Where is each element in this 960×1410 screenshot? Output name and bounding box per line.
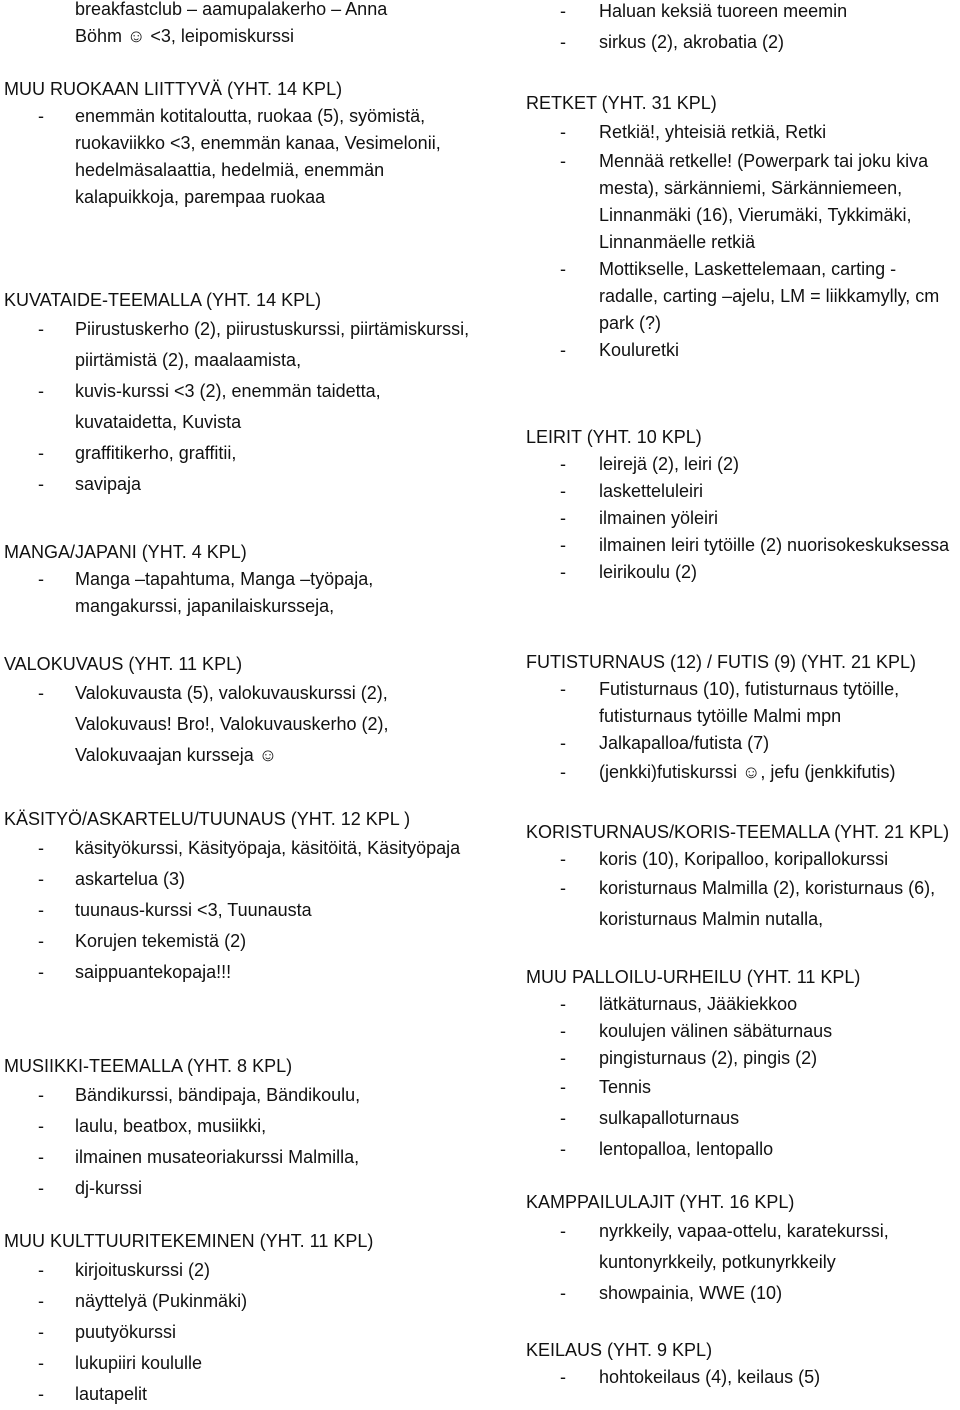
list-item: - kirjoituskurssi (2): [4, 1255, 474, 1286]
list-item: - koristurnaus Malmilla (2), koristurnaus (6), koristurnaus Malmin nutalla,: [526, 873, 960, 935]
list-item: - lukupiiri koululle: [4, 1348, 474, 1379]
item-list: [526, 991, 960, 1165]
list-item: - Manga –tapahtuma, Manga –työpaja, mangakurssi, japanilaiskursseja,: [4, 566, 474, 620]
list-item: - enemmän kotitaloutta, ruokaa (5), syömistä, ruokaviikko <3, enemmän kanaa, Vesimelonii, hedelmäsalaattia, hedelmiä, enemmän kalapuikkoja, parempaa ruokaa: [4, 103, 474, 211]
list-item: - näyttelyä (Pukinmäki): [4, 1286, 474, 1317]
section-kulttuuri: [4, 1228, 474, 1410]
section-heading: VALOKUVAUS (YHT. 11 KPL): [4, 654, 243, 674]
item-list: [526, 1216, 960, 1309]
list-item: - (jenkki)futiskurssi ☺, jefu (jenkkifutis): [526, 757, 960, 788]
section-manga: [4, 539, 474, 620]
section-kuvataide: [4, 287, 474, 500]
list-item: - nyrkkeily, vapaa-ottelu, karatekurssi, kuntonyrkkeily, potkunyrkkeily: [526, 1216, 960, 1278]
item-list: [4, 678, 474, 771]
section-heading: KUVATAIDE-TEEMALLA (YHT. 14 KPL): [4, 290, 322, 310]
section-musiikki: [4, 1053, 474, 1204]
item-list: [4, 1255, 474, 1410]
list-item: - Tennis: [526, 1072, 960, 1103]
item-list: [4, 833, 474, 988]
section-heading: LEIRIT (YHT. 10 KPL): [526, 427, 702, 447]
list-item: - lentopalloa, lentopallo: [526, 1134, 960, 1165]
item-list: [4, 314, 474, 500]
section-heading: MUSIIKKI-TEEMALLA (YHT. 8 KPL): [4, 1056, 293, 1076]
section-heading: KAMPPAILULAJIT (YHT. 16 KPL): [526, 1192, 795, 1212]
item-list: [4, 103, 474, 211]
list-item: - showpainia, WWE (10): [526, 1278, 960, 1309]
list-item: - hohtokeilaus (4), keilaus (5): [526, 1364, 960, 1391]
list-item: - kuvis-kurssi <3 (2), enemmän taidetta, kuvataidetta, Kuvista: [4, 376, 474, 438]
list-item: - Futisturnaus (10), futisturnaus tytöille, futisturnaus tytöille Malmi mpn: [526, 676, 960, 730]
list-item: - lätkäturnaus, Jääkiekkoo: [526, 991, 960, 1018]
list-item: - leirejä (2), leiri (2): [526, 451, 960, 478]
section-heading: MANGA/JAPANI (YHT. 4 KPL): [4, 542, 247, 562]
list-item: - sulkapalloturnaus: [526, 1103, 960, 1134]
list-item: - Haluan keksiä tuoreen meemin: [526, 0, 960, 27]
list-item: - pingisturnaus (2), pingis (2): [526, 1045, 960, 1072]
list-item: - puutyökurssi: [4, 1317, 474, 1348]
list-item: - dj-kurssi: [4, 1173, 474, 1204]
list-item: - ilmainen musateoriakurssi Malmilla,: [4, 1142, 474, 1173]
list-item: - Kouluretki: [526, 337, 960, 364]
section-kasityo: [4, 806, 474, 988]
list-item: - leirikoulu (2): [526, 559, 960, 586]
list-item: - Mottikselle, Laskettelemaan, carting - radalle, carting –ajelu, LM = liikkamylly, cm park (?): [526, 256, 960, 337]
item-list: [526, 1364, 960, 1391]
item-list: [526, 0, 960, 58]
section-retket: [526, 90, 960, 364]
section-leirit: [526, 424, 960, 586]
list-item: - koris (10), Koripalloo, koripallokurssi: [526, 846, 960, 873]
list-item: - tuunaus-kurssi <3, Tuunausta: [4, 895, 474, 926]
list-item: - graffitikerho, graffitii,: [4, 438, 474, 469]
section-heading: RETKET (YHT. 31 KPL): [526, 93, 717, 113]
list-item: - Korujen tekemistä (2): [4, 926, 474, 957]
section-futis: [526, 649, 960, 788]
list-item: - lautapelit: [4, 1379, 474, 1410]
list-item: - koulujen välinen säbäturnaus: [526, 1018, 960, 1045]
section-kamppailu: [526, 1189, 960, 1309]
item-list: [526, 451, 960, 586]
list-item: - Valokuvausta (5), valokuvauskurssi (2), Valokuvaus! Bro!, Valokuvauskerho (2), Valokuvaajan kursseja ☺: [4, 678, 474, 771]
list-item: - Jalkapalloa/futista (7): [526, 730, 960, 757]
section-heading: MUU KULTTUURITEKEMINEN (YHT. 11 KPL): [4, 1231, 374, 1251]
item-list: [526, 676, 960, 788]
list-item: - ilmainen yöleiri: [526, 505, 960, 532]
list-item: - Piirustuskerho (2), piirustuskurssi, piirtämiskurssi, piirtämistä (2), maalaamista,: [4, 314, 474, 376]
item-list: [4, 1080, 474, 1204]
list-item: - ilmainen leiri tytöille (2) nuorisokeskuksessa: [526, 532, 960, 559]
intro-line: Böhm ☺ <3, leipomiskurssi: [75, 26, 294, 46]
list-item: - Bändikurssi, bändipaja, Bändikoulu,: [4, 1080, 474, 1111]
list-item: - askartelua (3): [4, 864, 474, 895]
item-list: [526, 117, 960, 364]
section-heading: MUU RUOKAAN LIITTYVÄ (YHT. 14 KPL): [4, 79, 343, 99]
list-item: - saippuantekopaja!!!: [4, 957, 474, 988]
list-item: - Retkiä!, yhteisiä retkiä, Retki: [526, 117, 960, 148]
list-item: - Mennää retkelle! (Powerpark tai joku kiva mesta), särkänniemi, Särkänniemeen, Linnanmäki (16), Vierumäki, Tykkimäki, Linnanmäelle retkiä: [526, 148, 960, 256]
list-item: - käsityökurssi, Käsityöpaja, käsitöitä, Käsityöpaja: [4, 833, 474, 864]
section-muu-ruoka: [4, 76, 474, 211]
section-heading: KEILAUS (YHT. 9 KPL): [526, 1340, 713, 1360]
list-item: - savipaja: [4, 469, 474, 500]
item-list: [4, 566, 474, 620]
intro-line: breakfastclub – aamupalakerho – Anna: [75, 0, 388, 19]
list-item: - laskettelulеiri: [526, 478, 960, 505]
section-valokuvaus: [4, 651, 474, 771]
section-palloilu: [526, 964, 960, 1165]
list-item: - laulu, beatbox, musiikki,: [4, 1111, 474, 1142]
intro-continuation: [4, 0, 474, 50]
intro-continuation: [526, 0, 960, 58]
section-heading: MUU PALLOILU-URHEILU (YHT. 11 KPL): [526, 967, 861, 987]
section-heading: KÄSITYÖ/ASKARTELU/TUUNAUS (YHT. 12 KPL ): [4, 809, 411, 829]
section-heading: KORISTURNAUS/KORIS-TEEMALLA (YHT. 21 KPL): [526, 822, 950, 842]
section-koris: [526, 819, 960, 935]
item-list: [526, 846, 960, 935]
section-keilaus: [526, 1337, 960, 1391]
section-heading: FUTISTURNAUS (12) / FUTIS (9) (YHT. 21 KPL): [526, 652, 917, 672]
list-item: - sirkus (2), akrobatia (2): [526, 27, 960, 58]
